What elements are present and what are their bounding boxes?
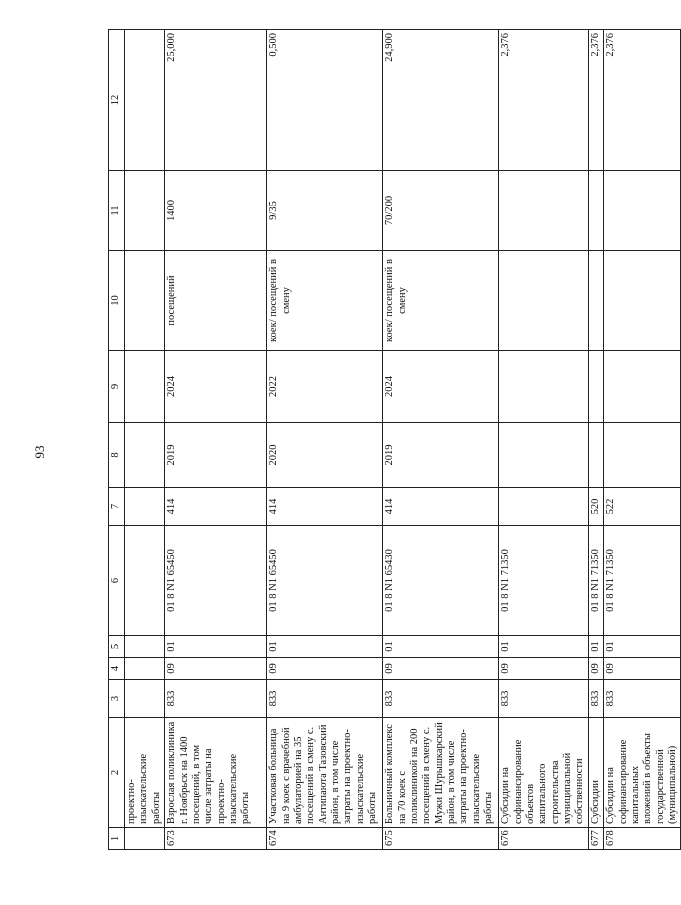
cell-c9 [499, 351, 589, 423]
cell-c5: 01 [604, 636, 681, 658]
cell-c12: 2,376 [604, 30, 681, 171]
cell-c3: 833 [267, 680, 383, 718]
cell-c4: 09 [383, 658, 499, 680]
cell-c12: 2,376 [499, 30, 589, 171]
cell-c8 [604, 423, 681, 488]
cell-c5: 01 [267, 636, 383, 658]
cell-c7: 414 [267, 488, 383, 526]
cell-name: Субсидии на софинансирование объектов капитального строительства муниципальной собственности [499, 718, 589, 828]
cell-c6: 01 8 N1 65450 [165, 526, 267, 636]
cell-c9 [604, 351, 681, 423]
cell-num: 675 [383, 828, 499, 850]
table-row [125, 30, 165, 850]
col-header: 5 [109, 636, 125, 658]
col-header: 1 [109, 828, 125, 850]
col-header: 3 [109, 680, 125, 718]
col-header: 11 [109, 171, 125, 251]
table-row [499, 30, 589, 850]
cell-c3: 833 [165, 680, 267, 718]
cell-c8 [125, 423, 165, 488]
cell-c10 [588, 251, 603, 351]
cell-num: 676 [499, 828, 589, 850]
cell-c5: 01 [499, 636, 589, 658]
cell-c8: 2019 [165, 423, 267, 488]
cell-c8: 2020 [267, 423, 383, 488]
cell-c11 [499, 171, 589, 251]
cell-c10: коек/ посещений в смену [383, 251, 499, 351]
cell-c7: 414 [383, 488, 499, 526]
col-header: 8 [109, 423, 125, 488]
cell-c5: 01 [588, 636, 603, 658]
table-row [165, 30, 267, 850]
col-header: 12 [109, 30, 125, 171]
header-row [109, 30, 125, 850]
cell-c4 [125, 658, 165, 680]
cell-c3 [125, 680, 165, 718]
table-row [383, 30, 499, 850]
cell-c12: 2,376 [588, 30, 603, 171]
cell-c4: 09 [267, 658, 383, 680]
col-header: 10 [109, 251, 125, 351]
cell-num: 674 [267, 828, 383, 850]
cell-c12 [125, 30, 165, 171]
cell-c5: 01 [383, 636, 499, 658]
col-header: 9 [109, 351, 125, 423]
col-header: 6 [109, 526, 125, 636]
cell-c7 [499, 488, 589, 526]
page-number: 93 [32, 445, 47, 459]
cell-c6: 01 8 N1 71350 [604, 526, 681, 636]
table-row [588, 30, 603, 850]
cell-c7: 522 [604, 488, 681, 526]
cell-c10 [499, 251, 589, 351]
col-header: 2 [109, 718, 125, 828]
cell-c4: 09 [165, 658, 267, 680]
cell-c8 [588, 423, 603, 488]
cell-c10: коек/ посещений в смену [267, 251, 383, 351]
cell-c11: 1400 [165, 171, 267, 251]
cell-c6: 01 8 N1 65450 [267, 526, 383, 636]
cell-c6: 01 8 N1 65430 [383, 526, 499, 636]
budget-table [108, 29, 681, 850]
cell-c12: 25,000 [165, 30, 267, 171]
cell-c12: 0,500 [267, 30, 383, 171]
cell-c8: 2019 [383, 423, 499, 488]
cell-c3: 833 [383, 680, 499, 718]
cell-c7: 520 [588, 488, 603, 526]
cell-c6: 01 8 N1 71350 [499, 526, 589, 636]
cell-c5 [125, 636, 165, 658]
cell-c9: 2024 [383, 351, 499, 423]
table-row [267, 30, 383, 850]
cell-c11 [588, 171, 603, 251]
cell-c8 [499, 423, 589, 488]
cell-c4: 09 [604, 658, 681, 680]
cell-name: Больничный комплекс на 70 коек с поликлиникой на 200 посещений в смену с. Мужи Шурышкарский район, в том числе затраты на проектно-изыскательские работы [383, 718, 499, 828]
cell-c6 [125, 526, 165, 636]
table-row [604, 30, 681, 850]
cell-c3: 833 [588, 680, 603, 718]
cell-c5: 01 [165, 636, 267, 658]
cell-c4: 09 [499, 658, 589, 680]
cell-name: Участковая больница на 9 коек с врачебной амбулаторией на 35 посещений в смену с. Антипаюта Тазовский район, в том числе затраты на проектно-изыскательские работы [267, 718, 383, 828]
cell-name: Субсидии на софинансирование капитальных вложений в объекты государственной (муниципальной) [604, 718, 681, 828]
cell-c9: 2022 [267, 351, 383, 423]
cell-name: Субсидии [588, 718, 603, 828]
cell-c10 [125, 251, 165, 351]
col-header: 4 [109, 658, 125, 680]
cell-c9 [588, 351, 603, 423]
cell-c10 [604, 251, 681, 351]
cell-name: Взрослая поликлиника г. Ноябрьск на 1400 посещений, в том числе затраты на проектно-изыскательские работы [165, 718, 267, 828]
cell-c6: 01 8 N1 71350 [588, 526, 603, 636]
cell-name: проектно-изыскательские работы [125, 718, 165, 828]
cell-c9: 2024 [165, 351, 267, 423]
cell-c9 [125, 351, 165, 423]
cell-c11: 9/35 [267, 171, 383, 251]
cell-c3: 833 [604, 680, 681, 718]
cell-c3: 833 [499, 680, 589, 718]
table-body [125, 30, 681, 850]
cell-c11 [125, 171, 165, 251]
cell-c4: 09 [588, 658, 603, 680]
cell-c12: 24,900 [383, 30, 499, 171]
cell-c10: посещений [165, 251, 267, 351]
cell-c7: 414 [165, 488, 267, 526]
cell-num: 673 [165, 828, 267, 850]
cell-num [125, 828, 165, 850]
col-header: 7 [109, 488, 125, 526]
cell-num: 678 [604, 828, 681, 850]
cell-c11 [604, 171, 681, 251]
rotated-table-container [108, 30, 678, 850]
cell-num: 677 [588, 828, 603, 850]
cell-c7 [125, 488, 165, 526]
cell-c11: 70/200 [383, 171, 499, 251]
